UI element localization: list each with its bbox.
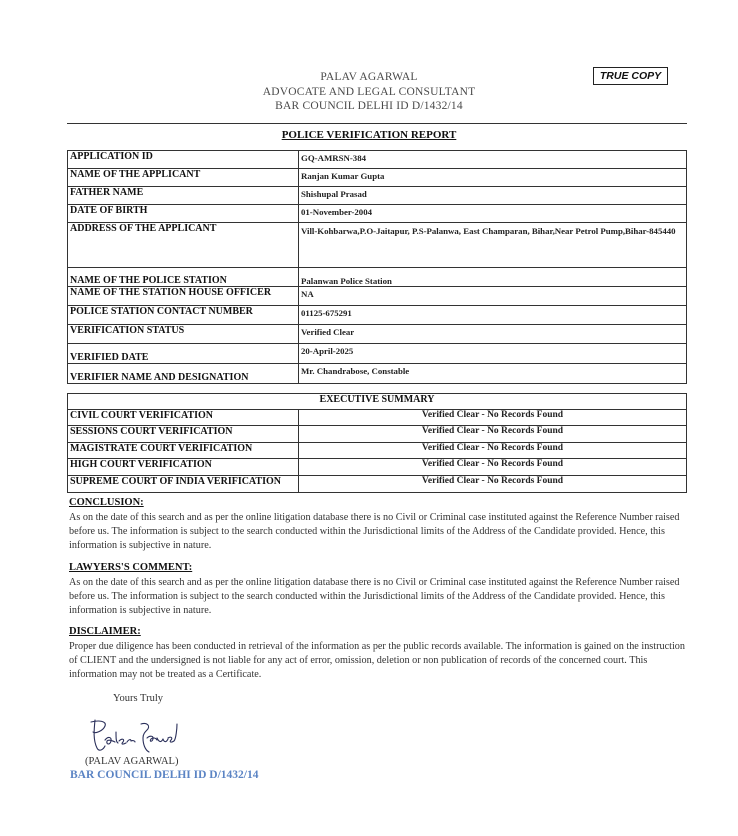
table-row: [68, 426, 687, 443]
table-row: [68, 443, 687, 459]
advocate-bar-id: BAR COUNCIL DELHI ID D/1432/14: [275, 100, 463, 112]
table-row: [68, 306, 687, 325]
detail-value: Vill-Kohbarwa,P.O-Jaitapur, P.S-Palanwa, East Champaran, Bihar,Near Petrol Pump,Bihar-845440: [299, 223, 687, 268]
table-row: [68, 151, 687, 169]
signature-image: [85, 712, 185, 758]
advocate-name: PALAV AGARWAL: [320, 71, 418, 83]
detail-value: Palanwan Police Station: [299, 268, 687, 287]
disclaimer-text: Proper due diligence has been conducted in retrieval of the information as per the public records available. The information is gained on the instruction of CLIENT and the undersigned is not liable for any act of error, omission, deletion or non publication of records of the concerned court. This information may not be treated as a Certificate.: [69, 641, 685, 680]
detail-label: POLICE STATION CONTACT NUMBER: [68, 306, 299, 325]
detail-label: VERIFIED DATE: [68, 344, 299, 364]
table-row: [68, 205, 687, 223]
executive-summary-table: [67, 393, 687, 493]
detail-label: VERIFICATION STATUS: [68, 325, 299, 344]
summary-label: SUPREME COURT OF INDIA VERIFICATION: [68, 476, 299, 493]
report-title: POLICE VERIFICATION REPORT: [281, 129, 457, 141]
detail-label: ADDRESS OF THE APPLICANT: [68, 223, 299, 268]
detail-label: NAME OF THE APPLICANT: [68, 169, 299, 187]
summary-value: Verified Clear - No Records Found: [299, 459, 687, 476]
detail-value: 01125-675291: [299, 306, 687, 325]
disclaimer-heading: DISCLAIMER:: [69, 626, 141, 637]
header-divider: [67, 123, 687, 124]
signatory-name: (PALAV AGARWAL): [85, 756, 179, 767]
signatory-bar-id: BAR COUNCIL DELHI ID D/1432/14: [70, 769, 259, 781]
detail-value: Shishupal Prasad: [299, 187, 687, 205]
detail-value: 20-April-2025: [299, 344, 687, 364]
summary-label: CIVIL COURT VERIFICATION: [68, 410, 299, 426]
table-row: [68, 476, 687, 493]
detail-label: FATHER NAME: [68, 187, 299, 205]
lawyers-comment-text: As on the date of this search and as per the online litigation database there is no Civil or Criminal case instituted against the Reference Number raised before us. The information is subject to the search conducted within the Jurisdictional limits of the Address of the Candidate provided. Hence, this information is subjective in nature.: [69, 577, 680, 616]
table-row: [68, 325, 687, 344]
table-row: [68, 344, 687, 364]
summary-label: HIGH COURT VERIFICATION: [68, 459, 299, 476]
detail-label: DATE OF BIRTH: [68, 205, 299, 223]
table-row: [68, 187, 687, 205]
detail-value: GQ-AMRSN-384: [299, 151, 687, 169]
table-row: [68, 410, 687, 426]
detail-value: 01-November-2004: [299, 205, 687, 223]
summary-label: SESSIONS COURT VERIFICATION: [68, 426, 299, 443]
detail-value: Mr. Chandrabose, Constable: [299, 364, 687, 384]
detail-label: NAME OF THE POLICE STATION: [68, 268, 299, 287]
detail-label: APPLICATION ID: [68, 151, 299, 169]
detail-label: NAME OF THE STATION HOUSE OFFICER: [68, 287, 299, 306]
detail-value: Ranjan Kumar Gupta: [299, 169, 687, 187]
advocate-role: ADVOCATE AND LEGAL CONSULTANT: [262, 85, 476, 98]
executive-summary-heading: EXECUTIVE SUMMARY: [68, 394, 687, 410]
table-row: [68, 287, 687, 306]
detail-label: VERIFIER NAME AND DESIGNATION: [68, 364, 299, 384]
detail-value: Verified Clear: [299, 325, 687, 344]
detail-value: NA: [299, 287, 687, 306]
details-table: [67, 150, 687, 384]
table-row: [68, 223, 687, 268]
summary-value: Verified Clear - No Records Found: [299, 410, 687, 426]
summary-value: Verified Clear - No Records Found: [299, 426, 687, 443]
table-row: [68, 169, 687, 187]
table-row: [68, 364, 687, 384]
conclusion-text: As on the date of this search and as per the online litigation database there is no Civil or Criminal case instituted against the Reference Number raised before us. The information is subject to the search conducted within the Jurisdictional limits of the Address of the Candidate provided. Hence, this information is subjective in nature.: [69, 512, 680, 551]
table-row: [68, 394, 687, 410]
summary-label: MAGISTRATE COURT VERIFICATION: [68, 443, 299, 459]
summary-value: Verified Clear - No Records Found: [299, 476, 687, 493]
summary-value: Verified Clear - No Records Found: [299, 443, 687, 459]
conclusion-heading: CONCLUSION:: [69, 497, 144, 508]
table-row: [68, 459, 687, 476]
lawyers-comment-heading: LAWYERS'S COMMENT:: [69, 562, 193, 573]
closing-text: Yours Truly: [113, 693, 164, 704]
true-copy-stamp: TRUE COPY: [593, 67, 668, 85]
table-row: [68, 268, 687, 287]
